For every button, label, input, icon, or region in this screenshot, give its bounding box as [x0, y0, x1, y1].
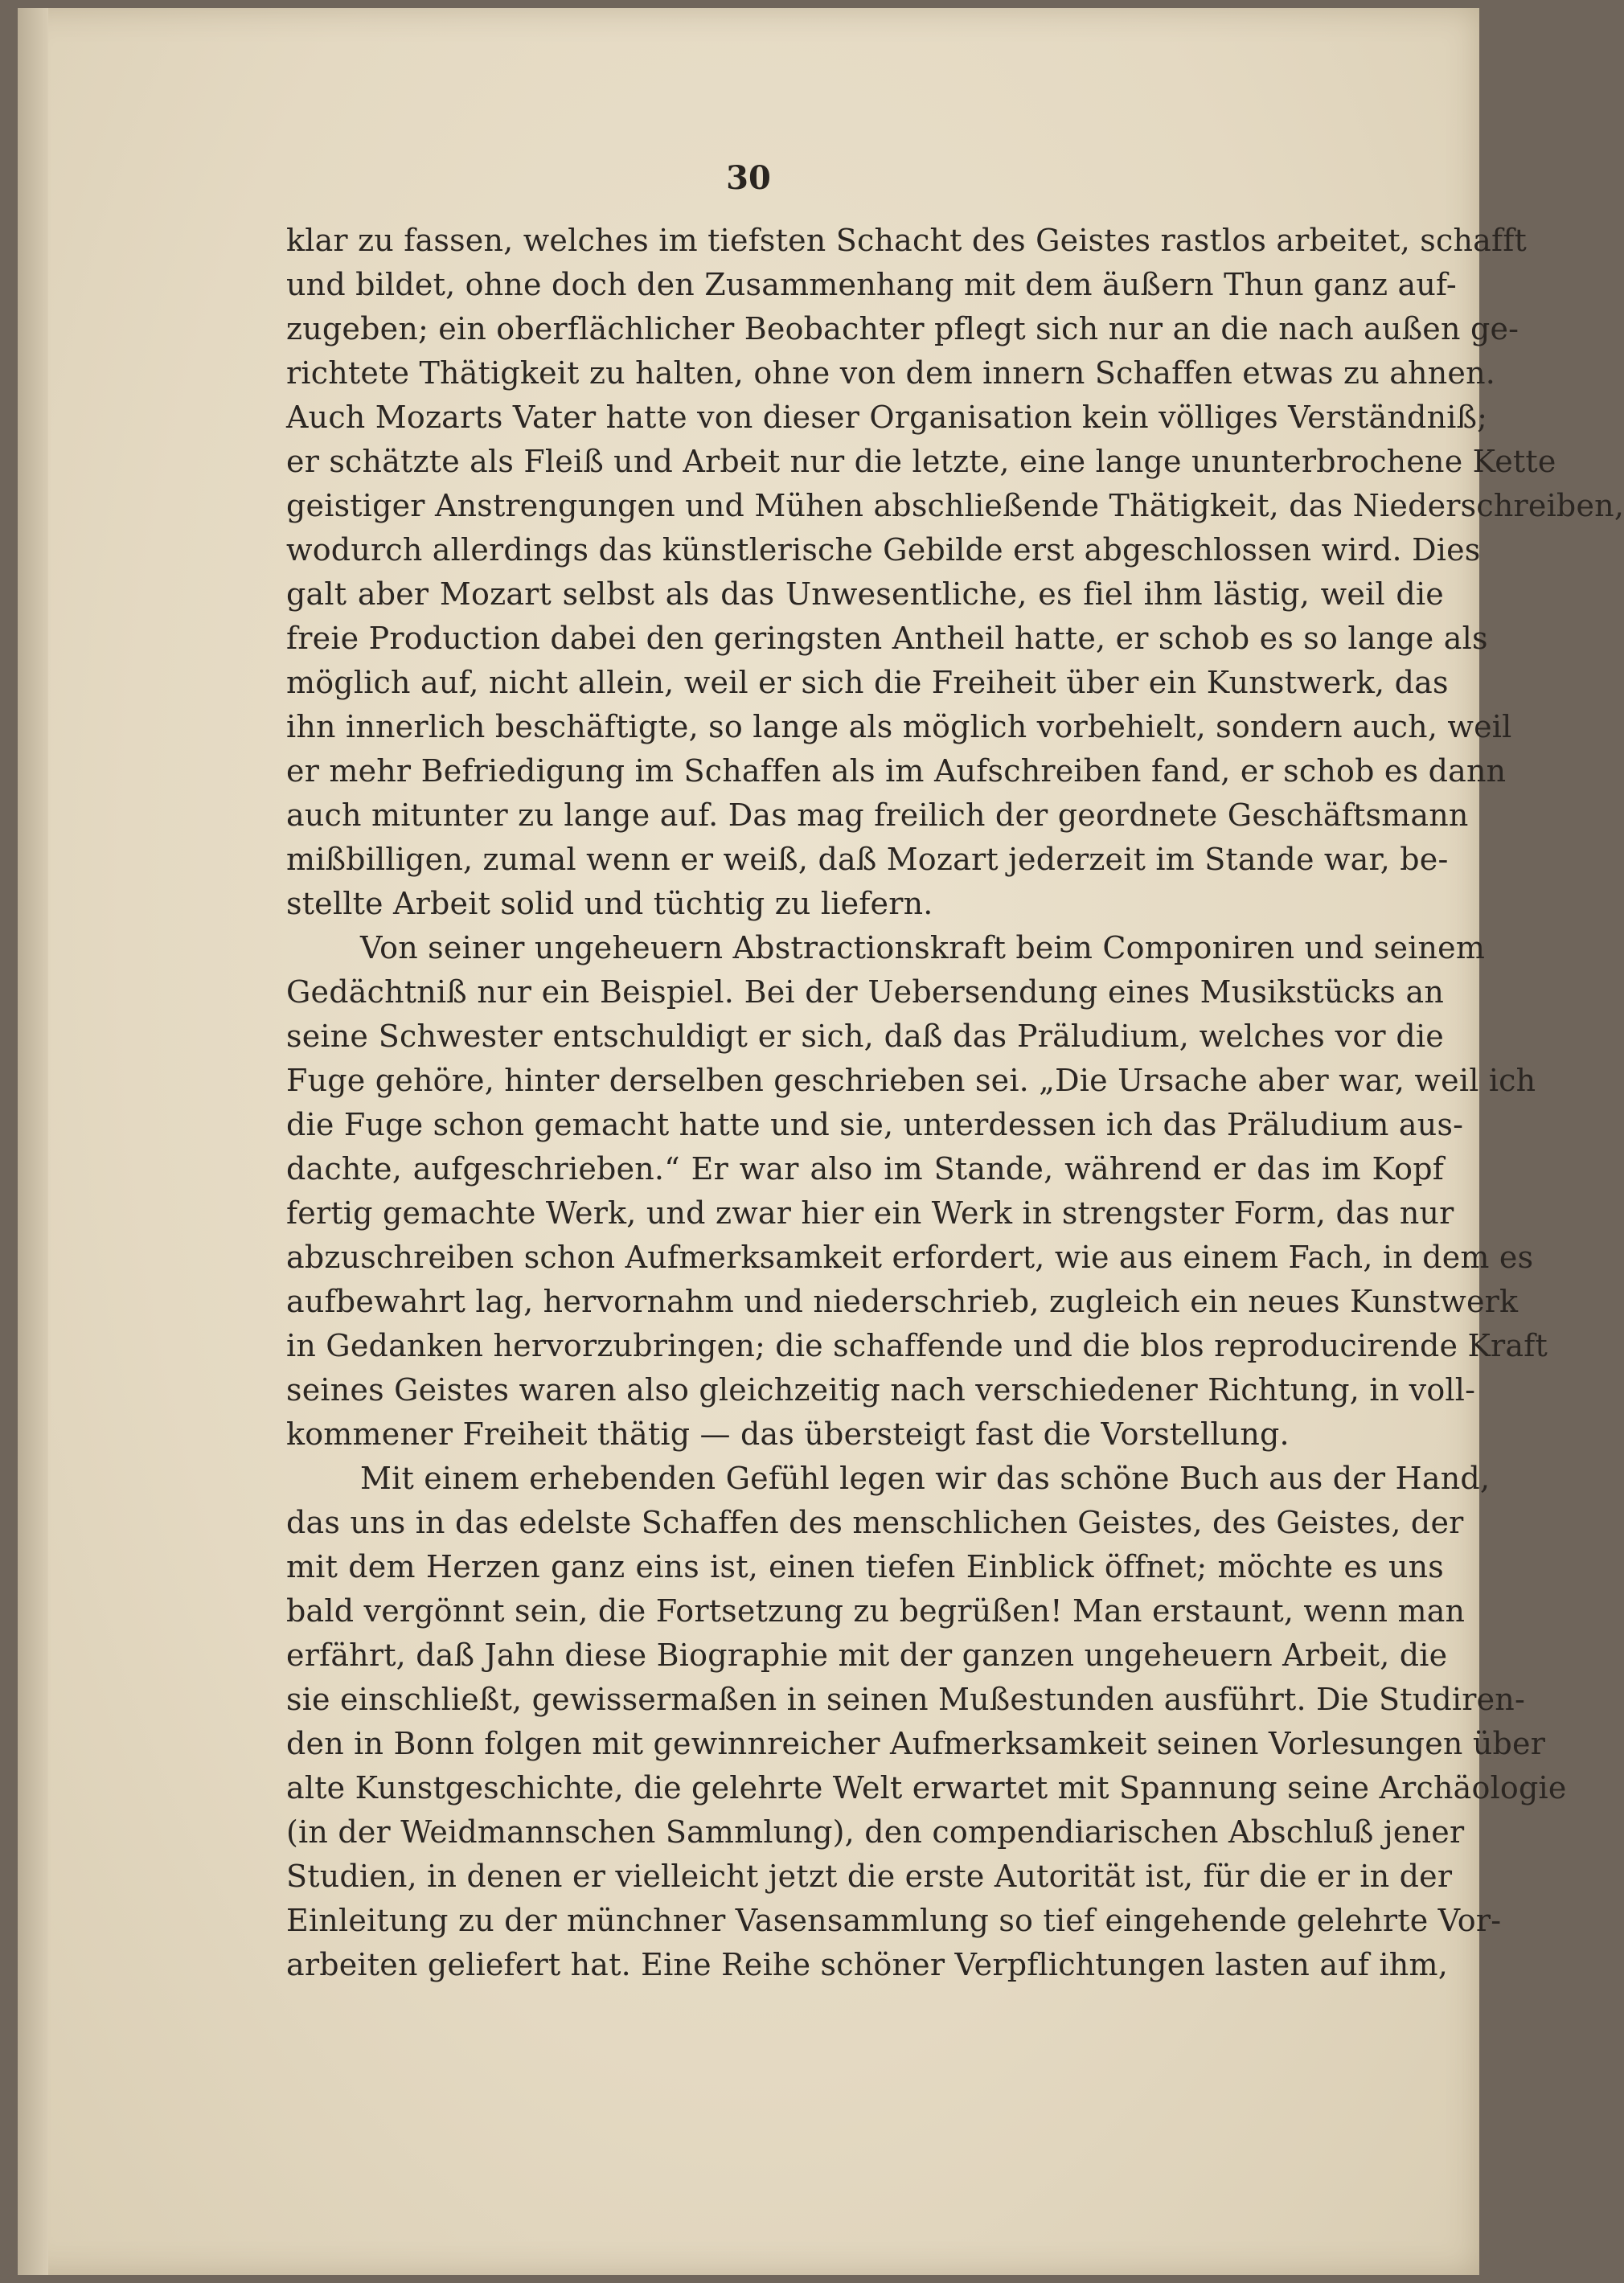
text-line: zugeben; ein oberflächlicher Beobachter pflegt sich nur an die nach außen ge- [286, 311, 1519, 346]
text-line: auch mitunter zu lange auf. Das mag freilich der geordnete Geschäftsmann [286, 797, 1469, 833]
text-line: klar zu fassen, welches im tiefsten Schacht des Geistes rastlos arbeitet, schafft [286, 223, 1528, 258]
text-line: wodurch allerdings das künstlerische Gebilde erst abgeschlossen wird. Dies [286, 532, 1481, 568]
body-text [286, 219, 1624, 1987]
text-line: erfährt, daß Jahn diese Biographie mit der ganzen ungeheuern Arbeit, die [286, 1637, 1448, 1673]
text-line: Studien, in denen er vielleicht jetzt die erste Autorität ist, für die er in der [286, 1859, 1453, 1894]
text-line: mißbilligen, zumal wenn er weiß, daß Mozart jederzeit im Stande war, be- [286, 842, 1449, 877]
book-page [18, 8, 1624, 2275]
text-line: Einleitung zu der münchner Vasensammlung so tief eingehende gelehrte Vor- [286, 1903, 1502, 1938]
text-line: fertig gemachte Werk, und zwar hier ein Werk in strengster Form, das nur [286, 1195, 1454, 1231]
page-gutter [18, 8, 48, 2275]
text-line: geistiger Anstrengungen und Mühen abschließende Thätigkeit, das Niederschreiben, [286, 488, 1624, 523]
text-line: Fuge gehöre, hinter derselben geschrieben sei. „Die Ursache aber war, weil ich [286, 1063, 1536, 1098]
text-line: mit dem Herzen ganz eins ist, einen tiefen Einblick öffnet; möchte es uns [286, 1549, 1444, 1584]
text-line: arbeiten geliefert hat. Eine Reihe schöner Verpflichtungen lasten auf ihm, [286, 1947, 1448, 1982]
text-line: freie Production dabei den geringsten Antheil hatte, er schob es so lange als [286, 621, 1488, 656]
text-line: bald vergönnt sein, die Fortsetzung zu begrüßen! Man erstaunt, wenn man [286, 1593, 1466, 1629]
text-line: Gedächtniß nur ein Beispiel. Bei der Uebersendung eines Musikstücks an [286, 974, 1444, 1010]
text-line: ihn innerlich beschäftigte, so lange als möglich vorbehielt, sondern auch, weil [286, 709, 1512, 744]
text-line: den in Bonn folgen mit gewinnreicher Aufmerksamkeit seinen Vorlesungen über [286, 1726, 1546, 1761]
text-line: richtete Thätigkeit zu halten, ohne von dem innern Schaffen etwas zu ahnen. [286, 355, 1496, 391]
text-line: Auch Mozarts Vater hatte von dieser Organisation kein völliges Verständniß; [286, 400, 1488, 435]
text-line: (in der Weidmannschen Sammlung), den compendiarischen Abschluß jener [286, 1814, 1465, 1850]
text-line: möglich auf, nicht allein, weil er sich die Freiheit über ein Kunstwerk, das [286, 665, 1449, 700]
text-line: aufbewahrt lag, hervornahm und niederschrieb, zugleich ein neues Kunstwerk [286, 1284, 1519, 1319]
text-line: sie einschließt, gewissermaßen in seinen Mußestunden ausführt. Die Studiren- [286, 1682, 1526, 1717]
text-line: seines Geistes waren also gleichzeitig nach verschiedener Richtung, in voll- [286, 1372, 1476, 1408]
text-line: die Fuge schon gemacht hatte und sie, unterdessen ich das Präludium aus- [286, 1107, 1464, 1142]
text-line: und bildet, ohne doch den Zusammenhang mit dem äußern Thun ganz auf- [286, 267, 1457, 302]
text-line: er mehr Befriedigung im Schaffen als im Aufschreiben fand, er schob es dann [286, 753, 1507, 789]
page-number: 30 [726, 159, 771, 197]
text-line: abzuschreiben schon Aufmerksamkeit erfordert, wie aus einem Fach, in dem es [286, 1240, 1534, 1275]
text-line: das uns in das edelste Schaffen des menschlichen Geistes, des Geistes, der [286, 1505, 1464, 1540]
text-line: stellte Arbeit solid und tüchtig zu liefern. [286, 886, 933, 921]
text-line: kommener Freiheit thätig — das übersteigt fast die Vorstellung. [286, 1416, 1290, 1452]
text-line: dachte, aufgeschrieben.“ Er war also im Stande, während er das im Kopf [286, 1151, 1444, 1187]
text-line: in Gedanken hervorzubringen; die schaffende und die blos reproducirende Kraft [286, 1328, 1548, 1363]
text-line: er schätzte als Fleiß und Arbeit nur die letzte, eine lange ununterbrochene Kette [286, 444, 1556, 479]
text-line: alte Kunstgeschichte, die gelehrte Welt erwartet mit Spannung seine Archäologie [286, 1770, 1567, 1805]
text-line: Von seiner ungeheuern Abstractionskraft beim Componiren und seinem [360, 930, 1486, 965]
text-line: galt aber Mozart selbst als das Unwesentliche, es fiel ihm lästig, weil die [286, 576, 1444, 612]
text-line: Mit einem erhebenden Gefühl legen wir das schöne Buch aus der Hand, [360, 1461, 1491, 1496]
text-line: seine Schwester entschuldigt er sich, daß das Präludium, welches vor die [286, 1019, 1444, 1054]
